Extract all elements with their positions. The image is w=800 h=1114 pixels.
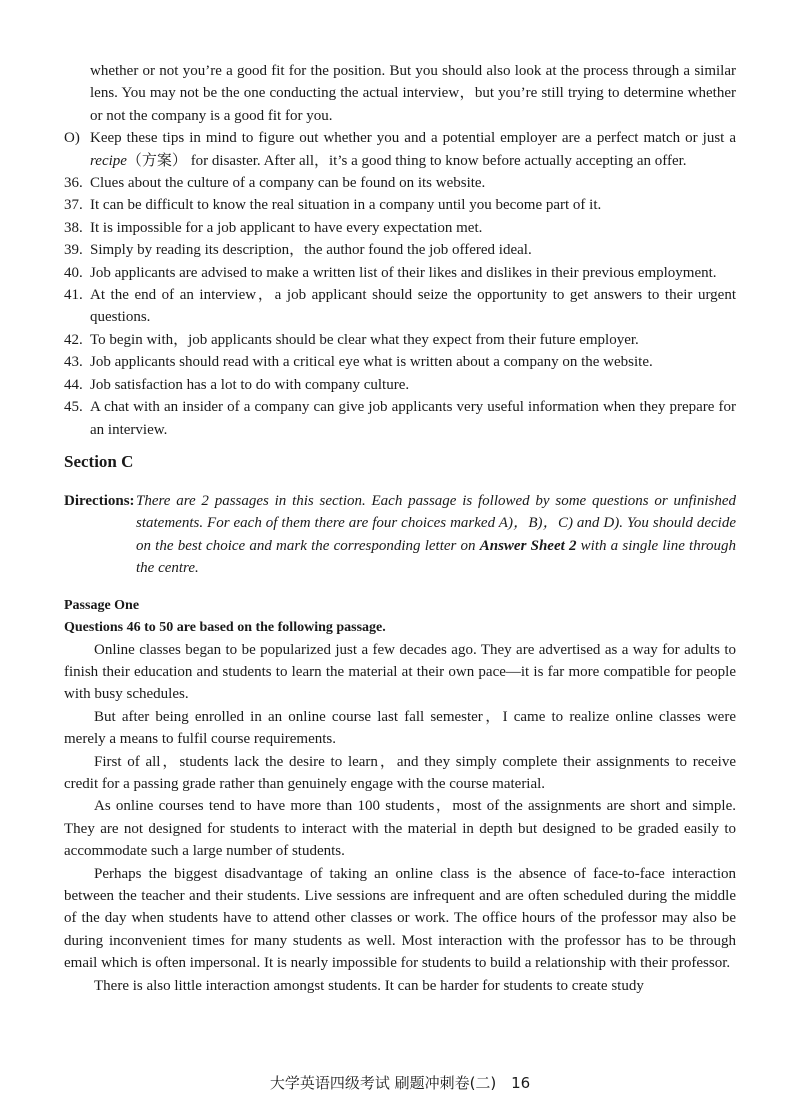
question-text: It is impossible for a job applicant to have every expectation met.	[90, 219, 483, 236]
question-text: To begin with，job applicants should be clear what they expect from their future employer.	[90, 331, 639, 348]
question-text: Simply by reading its description，the author found the job offered ideal.	[90, 242, 532, 259]
question-item	[64, 217, 736, 239]
question-item	[64, 284, 736, 329]
directions-text-1: There are 2 passages in this section. Each passage is followed by some questions or unfinished statements. For each of them there are four choices marked A)，B)，C) and D). You should decide on the best choice and mark the corresponding letter on	[136, 492, 736, 554]
page-footer	[0, 1072, 800, 1093]
question-item	[64, 351, 736, 373]
passage-body	[64, 639, 736, 998]
passage-title: Passage One	[64, 597, 140, 613]
question-text: Job applicants are advised to make a written list of their likes and dislikes in their previous employment.	[90, 264, 717, 281]
passage-paragraph: Online classes began to be popularized just a few decades ago. They are advertised as a way for adults to finish their education and students to learn the material at their own pace—it is far more compatible for people with busy schedules.	[64, 641, 736, 703]
question-text: A chat with an insider of a company can give job applicants very useful information when they prepare for an interview.	[90, 399, 736, 438]
question-number: 44.	[64, 376, 83, 393]
question-item	[64, 396, 736, 441]
question-item	[64, 172, 736, 194]
question-text: Job satisfaction has a lot to do with company culture.	[90, 376, 410, 393]
directions-label: Directions:	[64, 492, 135, 509]
question-number: 39.	[64, 242, 83, 259]
question-text: It can be difficult to know the real situation in a company until you become part of it.	[90, 197, 602, 214]
question-item	[64, 239, 736, 261]
question-item	[64, 262, 736, 284]
answer-sheet-label: Answer Sheet 2	[479, 537, 577, 554]
question-item	[64, 329, 736, 351]
question-text: Clues about the culture of a company can be found on its website.	[90, 175, 486, 192]
passage-paragraph: Perhaps the biggest disadvantage of taking an online class is the absence of face-to-face interaction between the teacher and their students. Live sessions are infrequent and are often scheduled during the middle of the day when students have to attend other classes or work. The office hours of the professor may also be during inconvenient times for many students as well. Most interaction with the professor has to be through email which is often impersonal. It is nearly impossible for students to build a relationship with their professor.	[64, 865, 736, 972]
passage-subtitle: Questions 46 to 50 are based on the following passage.	[64, 619, 386, 635]
question-text: Job applicants should read with a critical eye what is written about a company on the website.	[90, 354, 653, 371]
section-title: Section C	[64, 451, 134, 471]
passage-paragraph: First of all，students lack the desire to learn，and they simply complete their assignments to receive credit for a passing grade rather than genuinely engage with the course material.	[64, 753, 736, 792]
question-text: At the end of an interview，a job applicant should seize the opportunity to get answers to their urgent questions.	[90, 287, 736, 326]
question-number: 38.	[64, 219, 83, 236]
option-text-before: Keep these tips in mind to figure out whether you and a potential employer are a perfect match or just a	[90, 130, 736, 147]
question-number: 41.	[64, 287, 83, 304]
question-list	[64, 172, 736, 441]
question-number: 36.	[64, 175, 83, 192]
option-o	[64, 127, 736, 172]
question-number: 37.	[64, 197, 83, 214]
page-content	[64, 60, 736, 997]
passage-paragraph: As online courses tend to have more than 100 students，most of the assignments are short and simple. They are not designed for students to interact with the material in depth but designed to be graded easily to accommodate such a large number of students.	[64, 798, 736, 860]
question-item	[64, 374, 736, 396]
question-number: 40.	[64, 264, 83, 281]
option-label: O)	[64, 130, 80, 147]
directions	[64, 490, 736, 580]
question-number: 42.	[64, 331, 83, 348]
page-number: 16	[511, 1074, 531, 1092]
option-n-continuation: whether or not you’re a good fit for the position. But you should also look at the process through a similar lens. You may not be the one conducting the actual interview，but you’re still trying to determine whether or not the company is a good fit for you.	[90, 63, 736, 124]
footer-title: 大学英语四级考试 刷题冲刺卷(二)	[269, 1074, 497, 1092]
directions-text-2: with a single line through the centre.	[136, 537, 737, 577]
option-text-after: for disaster. After all，it’s a good thing to know before actually accepting an offer.	[186, 152, 687, 169]
question-number: 43.	[64, 354, 83, 371]
directions-text	[136, 493, 736, 576]
question-number: 45.	[64, 399, 83, 416]
option-italic-word: recipe	[90, 152, 127, 169]
passage-paragraph: There is also little interaction amongst students. It can be harder for students to create study	[94, 977, 644, 994]
passage-paragraph: But after being enrolled in an online course last fall semester，I came to realize online classes were merely a means to fulfil course requirements.	[64, 708, 736, 748]
option-gloss: （方案）	[126, 152, 187, 169]
question-item	[64, 194, 736, 216]
